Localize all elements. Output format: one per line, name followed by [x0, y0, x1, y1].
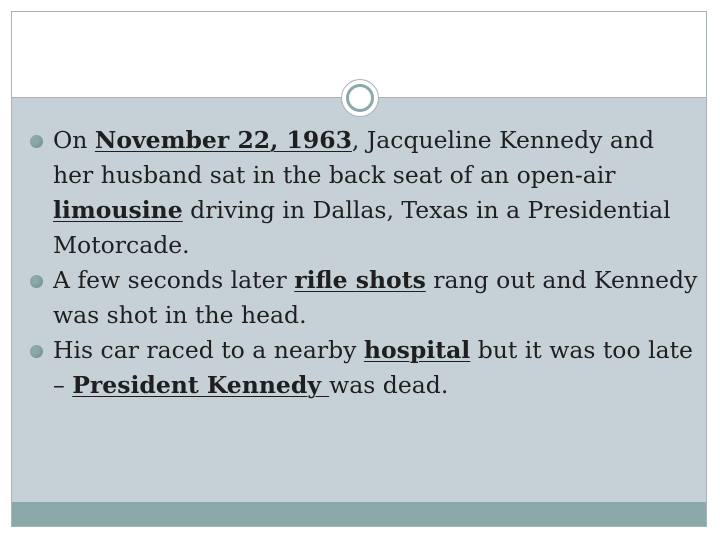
emphasized-term: President Kennedy: [72, 371, 330, 399]
bullet-text: On: [53, 126, 95, 154]
emphasized-term: hospital: [363, 336, 471, 364]
bullet-item: [30, 263, 700, 333]
bullet-text: , Jacqueline Kennedy and her husband sat in the back seat of an open-air: [53, 126, 655, 189]
bullet-item: [30, 333, 700, 403]
bullet-list: [30, 123, 700, 403]
bullet-text: rang out and Kennedy was shot in the head.: [53, 266, 698, 329]
bullet-text: His car raced to a nearby: [53, 336, 364, 364]
bullet-text: was dead.: [329, 371, 449, 399]
ring-inner: [346, 84, 374, 112]
bullet-text: driving in Dallas, Texas in a Presidential Motorcade.: [53, 196, 671, 259]
bullet-text: A few seconds later: [53, 266, 295, 294]
bullet-dot-icon: [30, 135, 43, 148]
emphasized-term: November 22, 1963: [94, 126, 352, 154]
emphasized-term: rifle shots: [294, 266, 426, 294]
footer-bar: [12, 502, 706, 526]
ring-icon: [341, 79, 379, 117]
emphasized-term: limousine: [53, 196, 183, 224]
bullet-dot-icon: [30, 275, 43, 288]
bullet-dot-icon: [30, 345, 43, 358]
bullet-item: [30, 123, 700, 263]
bullet-text: but it was too late –: [53, 336, 693, 399]
